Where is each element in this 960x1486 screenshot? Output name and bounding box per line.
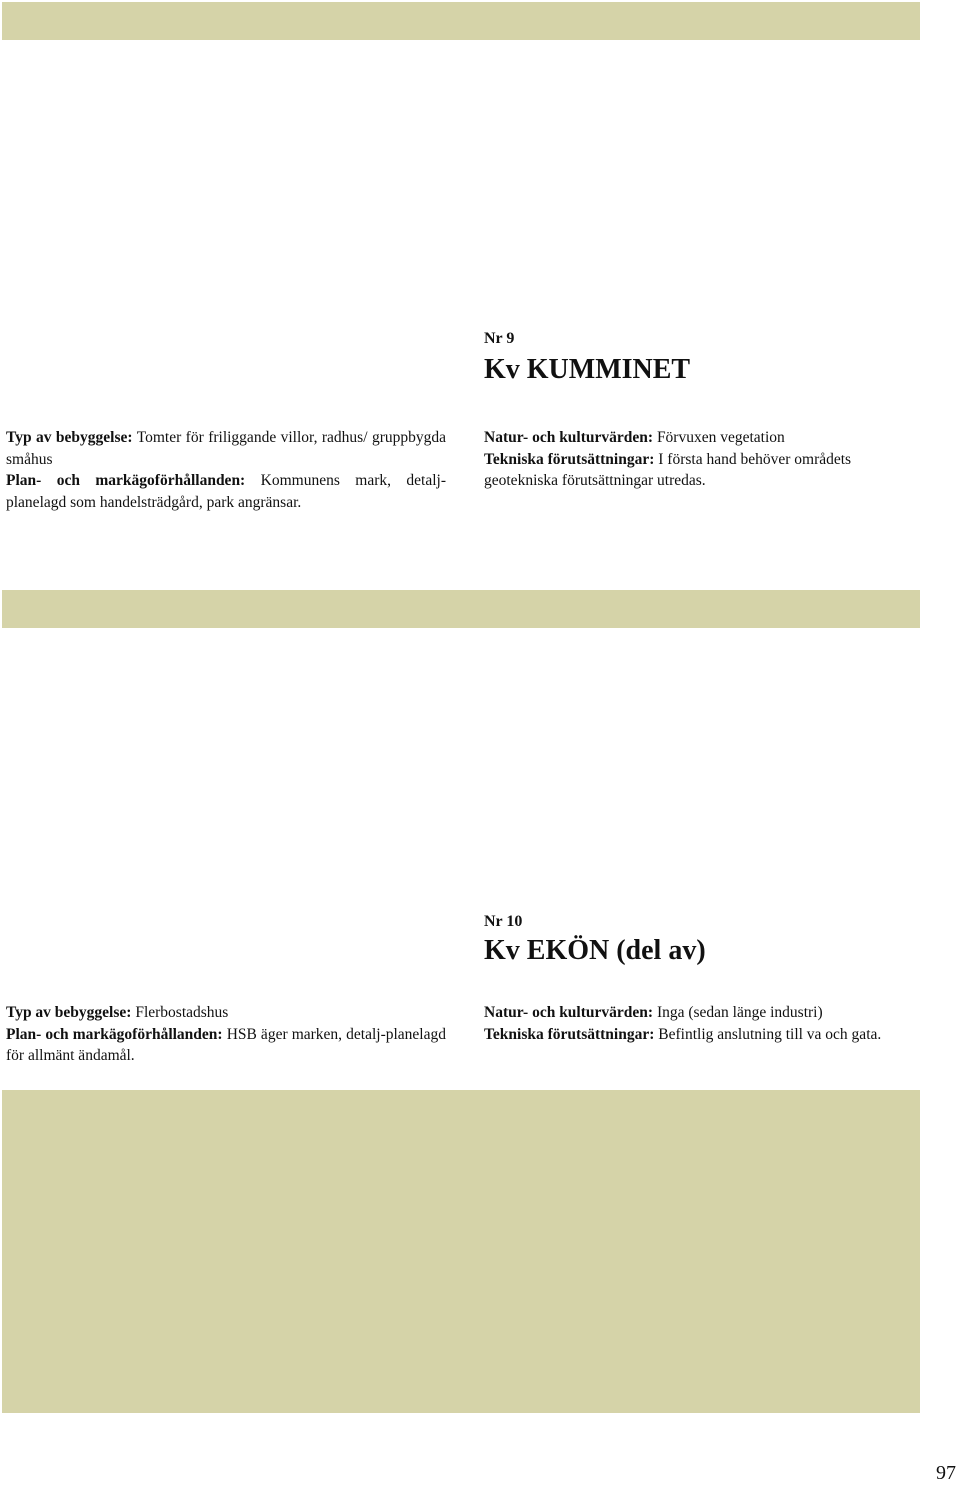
nature-culture-paragraph <box>484 1002 924 1024</box>
field-label: Typ av bebyggelse: <box>6 429 133 446</box>
field-label: Plan- och markägoförhållanden: <box>6 472 246 489</box>
section-right-column <box>484 1002 924 1045</box>
ownership-paragraph <box>6 1024 446 1067</box>
section-title: Kv KUMMINET <box>484 354 691 385</box>
field-label: Typ av bebyggelse: <box>6 1004 132 1021</box>
page-number: 97 <box>936 1462 956 1484</box>
nature-culture-paragraph <box>484 427 924 449</box>
top-color-band <box>2 2 920 40</box>
field-label: Natur- och kulturvärden: <box>484 1004 654 1021</box>
technical-paragraph <box>484 1024 924 1046</box>
ownership-paragraph <box>6 470 446 513</box>
field-label: Tekniska förutsättningar: <box>484 450 655 468</box>
field-value: Befintlig anslutning till va och gata. <box>654 1025 882 1043</box>
middle-color-band <box>2 590 920 628</box>
technical-paragraph <box>484 449 924 492</box>
field-value: Flerbostadshus <box>131 1004 229 1021</box>
field-value: I första hand behöver områdets geotekniska förutsättningar utredas. <box>484 450 852 489</box>
field-value: Tomter för friliggande villor, radhus/ gruppbygda småhus <box>6 429 446 468</box>
bottom-color-block <box>2 1090 920 1413</box>
field-value: Kommunens mark, detalj-planelagd som handelsträdgård, park angränsar. <box>6 472 447 511</box>
field-value: Inga (sedan länge industri) <box>653 1004 823 1021</box>
field-label: Tekniska förutsättningar: <box>484 1025 655 1043</box>
field-label: Natur- och kulturvärden: <box>484 429 654 446</box>
field-value: HSB äger marken, detalj-planelagd för allmänt ändamål. <box>6 1025 446 1064</box>
section-left-column <box>6 427 446 513</box>
section-right-column <box>484 427 924 492</box>
section-number: Nr 10 <box>484 913 523 930</box>
section-number: Nr 9 <box>484 330 515 347</box>
field-value: Förvuxen vegetation <box>653 429 785 446</box>
building-type-paragraph <box>6 427 446 470</box>
building-type-paragraph <box>6 1002 446 1024</box>
section-left-column <box>6 1002 446 1067</box>
section-title: Kv EKÖN (del av) <box>484 935 706 966</box>
field-label: Plan- och markägoförhållanden: <box>6 1025 223 1043</box>
